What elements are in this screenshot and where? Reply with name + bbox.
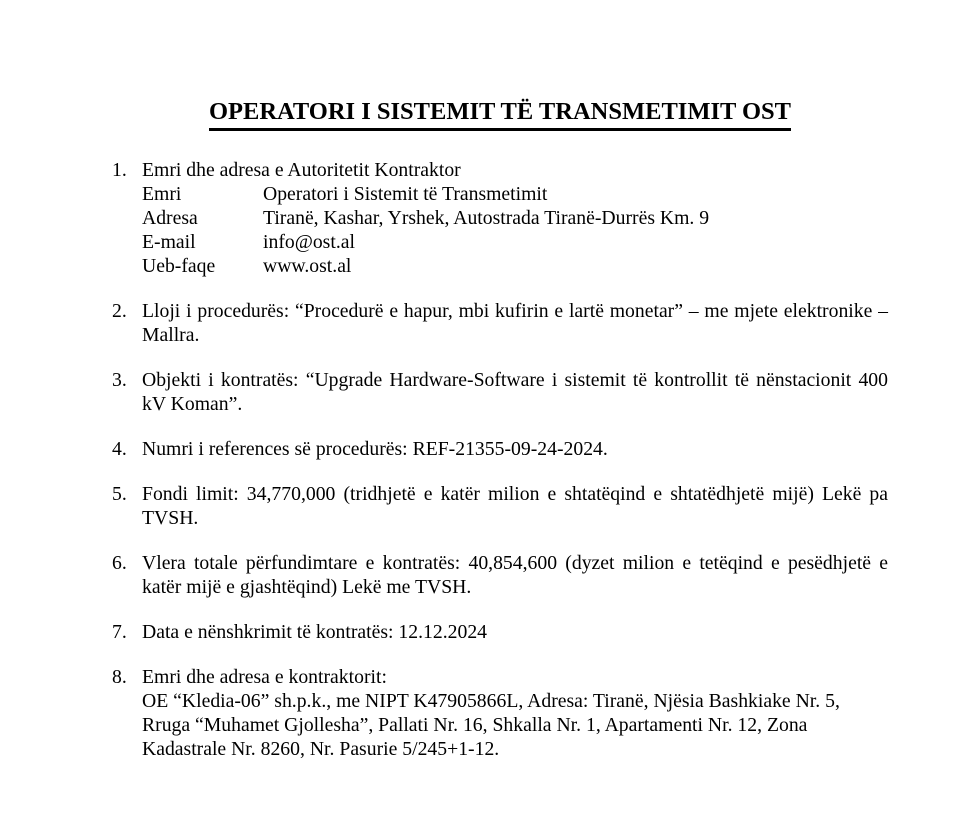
- item-2-text: Lloji i procedurës: “Procedurë e hapur, mbi kufirin e lartë monetar” – me mjete elektronike – Mallra.: [142, 300, 888, 346]
- document-title: OPERATORI I SISTEMIT TË TRANSMETIMIT OST: [209, 97, 791, 131]
- item-1-heading: Emri dhe adresa e Autoritetit Kontraktor: [142, 159, 461, 181]
- detail-value-adresa: Tiranë, Kashar, Yrshek, Autostrada Tiranë-Durrës Km. 9: [263, 207, 710, 229]
- item-8-heading: Emri dhe adresa e kontraktorit:: [142, 666, 387, 688]
- list-item-3: [112, 368, 888, 416]
- item-8-text: OE “Kledia-06” sh.p.k., me NIPT K47905866L, Adresa: Tiranë, Njësia Bashkiake Nr. 5, Rruga “Muhamet Gjollesha”, Pallati Nr. 16, Shkalla Nr. 1, Apartamenti Nr. 12, Zona Kadastrale Nr. 8260, Nr. Pasurie 5/245+1-12.: [142, 690, 840, 760]
- detail-value-emri: Operatori i Sistemit të Transmetimit: [263, 183, 548, 205]
- item-6-number: 6.: [112, 552, 127, 574]
- item-1-number: 1.: [112, 159, 127, 181]
- item-7-number: 7.: [112, 621, 127, 643]
- item-5-number: 5.: [112, 483, 127, 505]
- list-item-1: [112, 158, 888, 278]
- detail-row-emri: [142, 182, 888, 206]
- item-5-text: Fondi limit: 34,770,000 (tridhjetë e katër milion e shtatëqind e shtatëdhjetë mijë) Lekë pa TVSH.: [142, 483, 888, 529]
- detail-label-emri: Emri: [142, 183, 182, 205]
- detail-value-uebfaqe: www.ost.al: [263, 255, 352, 277]
- detail-label-email: E-mail: [142, 231, 196, 253]
- detail-label-uebfaqe: Ueb-faqe: [142, 255, 216, 277]
- list-item-2: [112, 299, 888, 347]
- list-item-6: [112, 551, 888, 599]
- list-item-7: [112, 620, 888, 644]
- list-item-5: [112, 482, 888, 530]
- title-row: [112, 97, 888, 131]
- item-2-number: 2.: [112, 300, 127, 322]
- detail-row-adresa: [142, 206, 888, 230]
- item-3-number: 3.: [112, 369, 127, 391]
- list-item-4: [112, 437, 888, 461]
- detail-row-uebfaqe: [142, 254, 888, 278]
- item-3-text: Objekti i kontratës: “Upgrade Hardware-Software i sistemit të kontrollit të nënstacionit 400 kV Koman”.: [142, 369, 888, 415]
- detail-row-email: [142, 230, 888, 254]
- list-item-8: [112, 665, 888, 761]
- detail-value-email: info@ost.al: [263, 231, 355, 253]
- document-content: [112, 97, 888, 761]
- detail-label-adresa: Adresa: [142, 207, 198, 229]
- item-4-text: Numri i references së procedurës: REF-21355-09-24-2024.: [142, 438, 608, 460]
- item-4-number: 4.: [112, 438, 127, 460]
- item-6-text: Vlera totale përfundimtare e kontratës: 40,854,600 (dyzet milion e tetëqind e pesëdhjetë e katër mijë e gjashtëqind) Lekë me TVSH.: [142, 552, 888, 598]
- item-8-number: 8.: [112, 666, 127, 688]
- item-7-text: Data e nënshkrimit të kontratës: 12.12.2024: [142, 621, 488, 643]
